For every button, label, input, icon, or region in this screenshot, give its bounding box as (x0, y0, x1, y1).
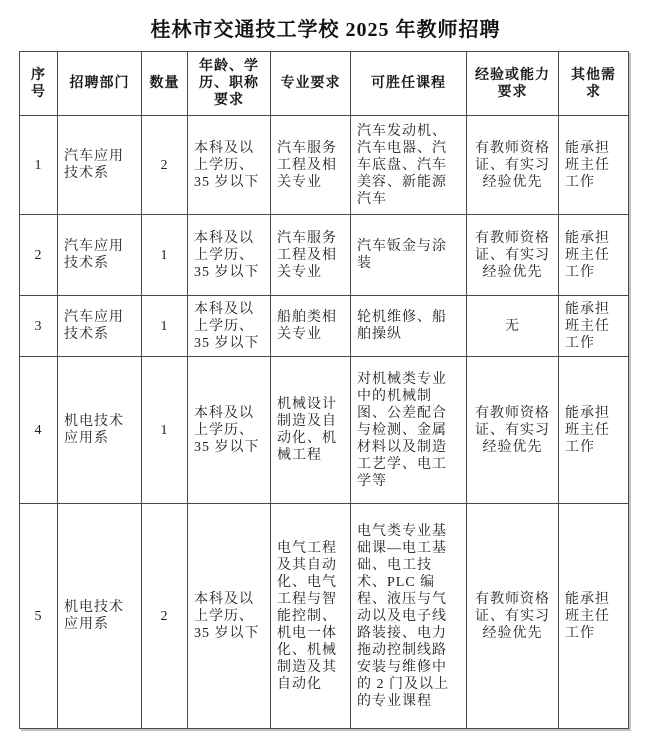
cell-courses: 对机械类专业中的机械制图、公差配合与检测、金属材料以及制造工艺学、电工学等 (351, 357, 467, 504)
col-header-experience: 经验或能力要求 (467, 52, 559, 116)
cell-department: 汽车应用技术系 (58, 215, 142, 296)
cell-count: 1 (142, 357, 188, 504)
cell-courses: 汽车发动机、汽车电器、汽车底盘、汽车美容、新能源汽车 (351, 116, 467, 215)
cell-index: 1 (20, 116, 58, 215)
cell-major: 汽车服务工程及相关专业 (271, 116, 351, 215)
cell-age-education: 本科及以上学历、35 岁以下 (188, 357, 271, 504)
cell-courses: 轮机维修、船舶操纵 (351, 296, 467, 357)
cell-experience: 有教师资格证、有实习经验优先 (467, 215, 559, 296)
table-row (20, 296, 629, 357)
cell-other: 能承担班主任工作 (559, 215, 629, 296)
cell-department: 机电技术应用系 (58, 357, 142, 504)
cell-count: 2 (142, 504, 188, 729)
table-row (20, 504, 629, 729)
cell-experience: 无 (467, 296, 559, 357)
recruitment-table (19, 51, 629, 729)
cell-major: 船舶类相关专业 (271, 296, 351, 357)
col-header-index: 序号 (20, 52, 58, 116)
cell-other: 能承担班主任工作 (559, 504, 629, 729)
cell-age-education: 本科及以上学历、35 岁以下 (188, 296, 271, 357)
cell-age-education: 本科及以上学历、35 岁以下 (188, 504, 271, 729)
cell-department: 汽车应用技术系 (58, 116, 142, 215)
cell-major: 机械设计制造及自动化、机械工程 (271, 357, 351, 504)
table-row (20, 116, 629, 215)
cell-major: 电气工程及其自动化、电气工程与智能控制、机电一体化、机械制造及其自动化 (271, 504, 351, 729)
cell-department: 汽车应用技术系 (58, 296, 142, 357)
cell-courses: 汽车钣金与涂装 (351, 215, 467, 296)
header-row (20, 52, 629, 116)
cell-experience: 有教师资格证、有实习经验优先 (467, 357, 559, 504)
cell-department: 机电技术应用系 (58, 504, 142, 729)
cell-count: 1 (142, 296, 188, 357)
doc-title: 桂林市交通技工学校 2025 年教师招聘 (150, 19, 501, 41)
cell-count: 2 (142, 116, 188, 215)
cell-index: 3 (20, 296, 58, 357)
cell-age-education: 本科及以上学历、35 岁以下 (188, 116, 271, 215)
cell-experience: 有教师资格证、有实习经验优先 (467, 504, 559, 729)
col-header-age-education: 年龄、学历、职称要求 (188, 52, 271, 116)
cell-experience: 有教师资格证、有实习经验优先 (467, 116, 559, 215)
cell-other: 能承担班主任工作 (559, 116, 629, 215)
cell-other: 能承担班主任工作 (559, 357, 629, 504)
col-header-other: 其他需求 (559, 52, 629, 116)
cell-count: 1 (142, 215, 188, 296)
cell-index: 5 (20, 504, 58, 729)
cell-index: 2 (20, 215, 58, 296)
table-row (20, 357, 629, 504)
cell-other: 能承担班主任工作 (559, 296, 629, 357)
col-header-courses: 可胜任课程 (351, 52, 467, 116)
cell-courses: 电气类专业基础课—电工基础、电工技术、PLC 编程、液压与气动以及电子线路装接、电力拖动控制线路安装与维修中的 2 门及以上的专业课程 (351, 504, 467, 729)
cell-major: 汽车服务工程及相关专业 (271, 215, 351, 296)
col-header-major: 专业要求 (271, 52, 351, 116)
cell-age-education: 本科及以上学历、35 岁以下 (188, 215, 271, 296)
col-header-count: 数量 (142, 52, 188, 116)
cell-index: 4 (20, 357, 58, 504)
table-row (20, 215, 629, 296)
col-header-department: 招聘部门 (58, 52, 142, 116)
